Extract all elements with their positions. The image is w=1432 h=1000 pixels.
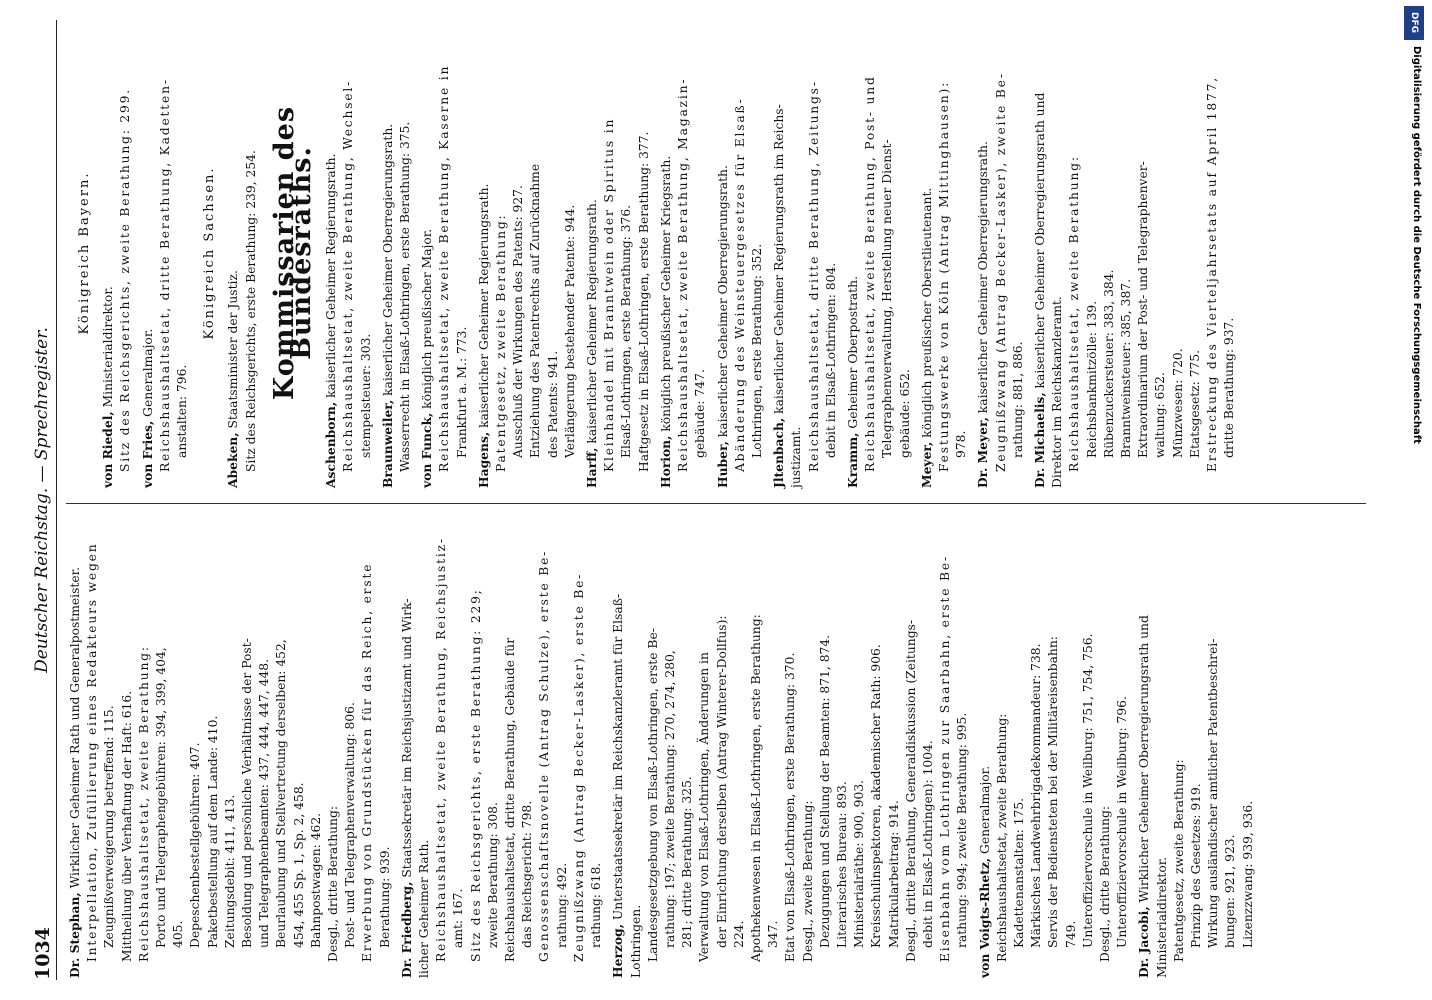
page-header [28,20,57,980]
section-heading: Königreich Bayern. [77,171,92,335]
index-line: 281; dritte Berathung: 325. [680,776,695,948]
index-line: Genossenschaftsnovelle (Antrag Schulze), erste Be- [537,549,552,962]
index-line: Patentgesetz, zweite Berathung: [1171,759,1186,962]
entry-kramm [844,18,914,488]
entry-jacobi [1135,508,1256,978]
speaker-name: Hagens, [475,431,491,488]
index-line: Eisenbahn vom Lothringen zur Saarbahn, erste Be- [938,555,953,962]
index-line: Reichshaushaltsetat, zweite Berathung, Magazin- [676,77,691,472]
index-line: Reichshaushaltsetat, dritte Berathung, Gebäude für [503,637,518,962]
index-line: Bahnpostwagen: 462. [308,812,323,948]
index-line: Zeugnißzwang (Antrag Becker-Lasker), erste Be- [571,572,586,962]
index-line: Zeitungsdebit: 411, 413. [222,794,237,948]
column-divider [66,503,1366,504]
entry-riedel [99,18,134,488]
left-column [66,508,1261,978]
speaker-role: kaiserlicher Geheimer Regierungsrath. [585,199,600,444]
index-line: Lizenzzwang: 939, 936. [1240,800,1255,948]
digitization-credit: Digitalisierung gefördert durch die Deutsche Forschungsgemeinschaft [1411,46,1422,444]
index-line: Sitz des Reichsgerichts, zweite Berathung: 299. [118,88,133,472]
index-line: Sitz des Reichsgerichts, erste Berathung: 229; [468,588,483,962]
entry-stephan [66,508,394,978]
index-line: Beurlaubung und Stellvertretung derselben: 452, [274,639,289,948]
index-line: Entziehung des Patentrechts auf Zurücknahme [528,163,543,458]
index-line: Unteroffiziervorschule in Weilburg: 796. [1115,696,1130,948]
index-line: Erwerbung von Grundstücken für das Reich, erste [360,562,375,962]
running-title: Deutscher Reichstag. — Sprechregister. [32,327,52,673]
entry-voigts-rhetz [976,508,1132,978]
index-line: Verlängerung bestehender Patente: 944. [562,204,577,458]
index-line: Servis der Bediensteten bei der Militäreisenbahn: [1046,636,1061,948]
entry-meyer [918,18,971,488]
index-line: Sitz des Reichsgerichts, erste Berathung: 239, 254. [243,150,258,472]
index-line: waltung: 652. [1153,372,1168,458]
index-line: Abänderung des Weinsteuergesetzes für Elsaß- [732,97,747,472]
speaker-role: kaiserlicher Geheimer Oberregierungsrath. [715,165,730,438]
index-line: Festungswerke von Köln (Antrag Mittinghausen): [936,80,951,472]
speaker-name: Abeken, [225,432,241,488]
speaker-name: Dr. Friedberg, [398,881,414,978]
index-line: 978. [954,430,969,458]
index-line: Desgl., zweite Berathung: [800,800,815,962]
speaker-name: Aschenborn, [323,401,339,488]
index-line: rathung: 618. [589,862,604,948]
section-title: Kommissarien des Bundesraths. [268,105,318,401]
index-line: Landesgesetzgebung von Elsaß-Lothringen, erste Be- [645,628,660,962]
index-line: Reichshaushaltsetat, dritte Berathung, Kadetten- [157,78,172,472]
speaker-role: Generalmajor. [140,328,155,417]
index-line: 454, 455 Sp. 1, Sp. 2, 458. [291,782,306,948]
index-line: Zeugnißverweigerung betreffend: 115. [102,705,117,948]
speaker-name: Dr. Stephan, [67,892,82,978]
index-line: gebäude: 747. [693,369,708,458]
index-line: Zeugnißzwang (Antrag Becker-Lasker), zweite Be- [993,72,1008,472]
entry-hagens [475,18,579,488]
index-line: Münzwesen: 720. [1170,348,1185,458]
index-line: Etat von Elsaß-Lothringen, erste Berathung: 370. [783,652,798,962]
speaker-role: Ministerialdirektor. [1154,856,1169,978]
speaker-role: Staatsminister der Justiz. [226,270,241,429]
index-line: Reichshaushaltsetat, zweite Berathung, Post- und [863,75,878,472]
speaker-role: Unterstaatssekretär im Reichskanzleramt für Elsaß- [611,593,626,921]
index-line: Depeschenbestellgebühren: 407. [188,742,203,948]
speaker-role: Direktor im Reichskanzleramt. [1050,296,1065,488]
speaker-name: Jltenbach, [771,417,787,488]
index-line: Desgl., dritte Berathung: [326,806,341,962]
speaker-role: kaiserlicher Geheimer Regierungsrath im Reichs- [772,104,787,414]
index-line: Erstreckung des Vierteljahrsetats auf April 1877, [1204,76,1219,472]
index-line: 347. [766,920,781,948]
speaker-name: Herzog, [610,924,626,978]
index-line: Verwaltung von Elsaß-Lothringen, Änderungen in [697,652,712,962]
entry-huber [714,18,767,488]
index-line: Ministerialräthe: 900, 903. [852,779,867,948]
index-line: amt: 167. [451,888,466,948]
index-line: Kleinhandel mit Branntwein oder Spiritus in [602,117,617,472]
index-line: Berathung: 939. [377,846,392,948]
index-line: Reichshaushaltsetat, zweite Berathung: [136,645,151,962]
entry-horion [657,18,710,488]
index-line: Wirkung ausländischer amtlicher Patentbeschrei- [1206,638,1221,948]
speaker-role: justizamt. [789,426,804,488]
index-line: des Patents: 941. [545,350,560,458]
index-line: rathung: 881, 886. [1010,341,1025,458]
index-line: stempelsteuer: 303. [358,333,373,458]
index-line: 405. [171,920,186,948]
speaker-role: kaiserlicher Geheimer Regierungsrath. [324,153,339,398]
entry-abeken [224,18,259,488]
index-line: debit in Elsaß-Lothringen: 804. [823,262,838,458]
index-line: Post- und Telegraphenverwaltung: 806. [343,702,358,948]
index-line: Besoldung und persönliche Verhältnisse der Post- [240,638,255,948]
index-line: debit in Elsaß-Lothringen): 1004. [920,740,935,948]
index-line: Interpellation, Zufüllierung eines Redakteurs wegen [85,542,100,962]
index-line: Literarisches Bureau: 893. [834,781,849,948]
index-line: Paketbestellung auf dem Lande: 410. [205,715,220,948]
speaker-role: königlich preußischer Oberstlieutenant. [919,187,934,438]
index-line: Kadettenanstalten: 175. [1011,797,1026,948]
speaker-role: königlich preußischer Geheimer Kriegsrath. [658,155,673,432]
speaker-name: Huber, [714,441,730,488]
page-number: 1034 [32,927,54,980]
index-line: Reichsbankmitzölle: 139. [1084,300,1099,458]
index-line: der Einrichtung derselben (Antrag Winterer-Dollfus): [714,615,729,948]
speaker-name: Kramm, [844,432,860,488]
entry-friedberg [398,508,605,978]
index-line: Unteroffiziervorschule in Weilburg: 751, 754, 756. [1080,633,1095,948]
right-column [66,18,1242,488]
entry-herzog [609,508,971,978]
index-line: Apothekenwesen in Elsaß-Lothringen, erste Berathung: [748,614,763,962]
index-line: Wasserrecht in Elsaß-Lothringen, erste Berathung: 375. [398,121,413,472]
speaker-role: Lothringen. [628,904,643,978]
speaker-name: Braunweiler, [379,399,395,488]
index-line: Desgl., dritte Berathung, Generaldiskussion (Zeitungs- [903,619,918,962]
speaker-role: kaiserlicher Geheimer Oberregierungsrath. [976,141,991,414]
index-line: Elsaß-Lothringen, erste Berathung: 376. [619,204,634,458]
index-line: Porto und Telegraphengebühren: 394, 399, 404, [154,647,169,948]
index-line: Frankfurt a. M.: 773. [454,326,469,458]
speaker-role: Wirklicher Geheimer Rath und Generalpostmeister. [68,566,82,889]
index-line: anstalten: 796. [175,364,190,458]
index-line: Mittheilung über Verhaftung der Haft: 616. [119,690,134,962]
index-line: bungen: 921, 923. [1223,834,1238,948]
index-line: Etatsgesetz: 775. [1187,349,1202,458]
speaker-name: von Funck, [419,412,435,488]
index-line: Reichshaushaltsetat, zweite Berathung, Reichsjustiz- [434,537,449,962]
index-line: Reichshaushaltsetat, zweite Berathung: [994,713,1009,962]
speaker-role: kaiserlicher Geheimer Oberregierungsrath. [380,123,395,396]
speaker-role: Wirklicher Geheimer Oberregierungsrath und [1137,615,1152,903]
speaker-name: von Voigts-Rhetz, [976,857,992,978]
entry-aschenborn [322,18,375,488]
index-line: Desgl., dritte Berathung: [1097,806,1112,962]
index-line: 224. [731,920,746,948]
entry-funck [418,18,471,488]
index-line: Kreisschulinspektoren, akademischer Rath: 906. [869,644,884,948]
index-line: Ausschluß der Wirkungen des Patents: 927. [511,185,526,458]
index-line: Prinzip des Gesetzes: 919. [1189,783,1203,948]
index-line: Branntweinsteuer: 385, 387. [1118,278,1133,458]
index-line: rathung: 197; zweite Berathung: 270, 274, 280, [662,650,677,948]
speaker-name: Horion, [657,435,673,488]
entry-fries [139,18,192,488]
index-line: gebäude: 652. [897,369,912,458]
entry-braunweiler [379,18,414,488]
speaker-name: Meyer, [918,441,934,488]
index-line: und Telegraphenbeamten: 437, 444, 447, 448. [257,658,272,948]
speaker-role: königlich preußischer Major. [420,228,435,409]
index-line: das Reichsgericht: 798. [520,800,535,948]
section-heading: Königreich Sachsen. [202,166,218,340]
speaker-name: von Fries, [139,420,155,488]
speaker-role: Staatssekretär im Reichsjustizamt und Wirk- [399,598,414,878]
index-line: rathung: 994; zweite Berathung: 995. [955,712,970,948]
index-line: 749. [1063,920,1078,948]
index-line: Märkisches Landwehrbrigadekommandeur: 738. [1029,643,1044,948]
speaker-role: Generalmajor. [977,765,992,854]
speaker-name: Dr. Michaelis, [1031,392,1047,488]
index-line: Dezugungen und Stellung der Beamten: 871, 874. [817,634,832,948]
index-line: dritte Berathung: 937. [1222,317,1237,458]
index-line: Reichshaushaltsetat, zweite Berathung, Kaserne in [437,64,452,472]
speaker-name: Harff, [584,447,600,488]
entry-michaelis [1031,18,1238,488]
speaker-role: Ministerialdirektor. [101,286,116,408]
index-line: Haftgesetz in Elsaß-Lothringen, erste Berathung: 377. [636,131,651,472]
speaker-name: von Riedel, [100,411,116,488]
index-line: Extraordinarium der Post- und Telegraphenver- [1136,161,1151,458]
index-line: Reichshaushaltsetat, zweite Berathung: [1067,155,1082,472]
digitization-sidebar [1398,0,1432,1000]
index-line: Patentgesetz, zweite Berathung: [494,213,509,472]
index-line: rathung: 492. [554,862,569,948]
speaker-name: Dr. Meyer, [975,417,991,488]
speaker-role: licher Geheimer Rath. [417,839,432,978]
speaker-role: kaiserlicher Geheimer Oberregierungsrath und [1032,92,1047,389]
index-line: Matrikularbeitrag: 914. [886,800,901,948]
entry-harff [583,18,653,488]
entry-jltenbach [770,18,840,488]
speaker-role: kaiserlicher Geheimer Regierungsrath. [476,183,491,428]
dfg-logo: DFG [1404,6,1424,40]
index-line: Reichshaushaltsetat, dritte Berathung, Zeitungs- [806,80,821,472]
index-line: zweite Berathung: 308. [485,802,500,948]
speaker-role: Geheimer Oberpostrath. [845,276,860,429]
index-line: Reichshaushaltsetat, zweite Berathung, Wechsel- [341,79,356,472]
entry-meyer-dr [974,18,1027,488]
speaker-name: Dr. Jacobi, [1136,906,1152,978]
index-line: Lothringen, erste Berathung: 352. [749,243,764,458]
index-line: Rübenzuckersteuer: 383, 384. [1101,269,1116,458]
index-line: Telegraphenverwaltung, Herstellung neuer Dienst- [880,139,895,458]
